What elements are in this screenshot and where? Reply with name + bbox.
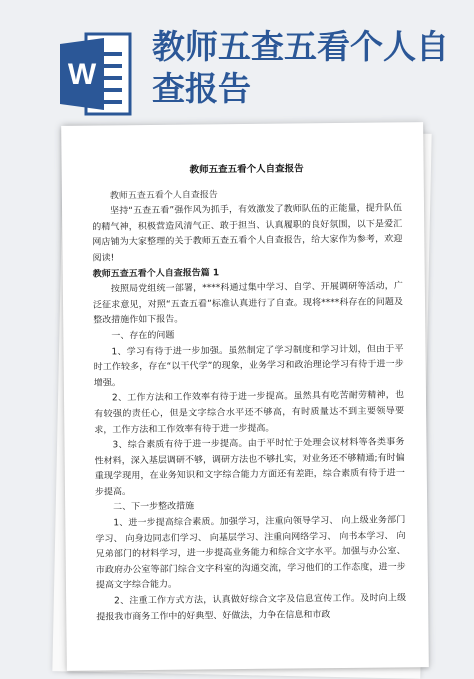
document-paragraphs	[92, 186, 407, 626]
document-title: 教师五查五看个人自查报告	[189, 163, 304, 176]
banner-title: 教师五查五看个人自查报告	[152, 27, 449, 108]
document-body	[92, 160, 407, 625]
paragraph: 1、进一步提高综合素质。加强学习，注重向领导学习、 向上级业务部门学习、 向身边同志们学习、 向基层学习、注重向网络学习、 向书本学习、 向兄弟部门的材料学习，进一步提高业务能力和综合文字水平。加强与办公室、市政府办公室等部门综合文字科室的沟通交流，学习他们的工作态度，进一步提高文字综合能力。	[95, 515, 406, 592]
word-logo-letter: W	[67, 58, 97, 91]
section-heading: 教师五查五看个人自查报告篇 1	[92, 267, 220, 280]
paragraph: 2、注重工作方式方法，认真做好综合文字及信息宣传工作。及时向上级提报我市商务工作中的好典型、好做法，力争在信息和市政	[96, 593, 407, 623]
paragraph: 一、存在的问题	[111, 330, 175, 342]
paragraph: 3、综合素质有待于进一步提高。由于平时忙于处理会议材料等各类事务性材料，深入基层调研不够，调研方法也不够扎实，对业务还不够精通;有时偏重现学现用，在业务知识和文字综合能力方面还有差距，综合素质有待于进一步提高。	[94, 437, 405, 498]
document-page	[61, 122, 429, 671]
paragraph: 二、下一步整改措施	[113, 502, 195, 513]
paragraph: 1、学习有待于进一步加强。虽然制定了学习制度和学习计划，但由于平时工作较多，存在“以干代学”的现象，业务学习和政治理论学习有待于进一步增强。	[93, 343, 404, 389]
paragraph: 2、工作方法和工作效率有待于进一步提高。虽然具有吃苦耐劳精神，也有较强的责任心，但是文字综合水平还不够高，有时质量达不到主要领导要求，工作方法和工作效率有待于进一步提高。	[94, 390, 405, 436]
word-document-icon	[58, 30, 136, 118]
paragraph: 坚持“五查五看”强作风为抓手，有效激发了教师队伍的正能量，提升队伍的精气神，积极营造风清气正、敢于担当、认真履职的良好氛围，以下是爱汇网店铺为大家整理的关于教师五查五看个人自查报告，给大家作为参考，欢迎阅读!	[92, 203, 403, 264]
paragraph: 按照局党组统一部署，****科通过集中学习、自学、开展调研等活动，广泛征求意见，对照“五查五看”标准认真进行了自查。现将****科存在的问题及整改措施作如下报告。	[92, 281, 404, 326]
document-subtitle: 教师五查五看个人自查报告	[109, 189, 218, 201]
